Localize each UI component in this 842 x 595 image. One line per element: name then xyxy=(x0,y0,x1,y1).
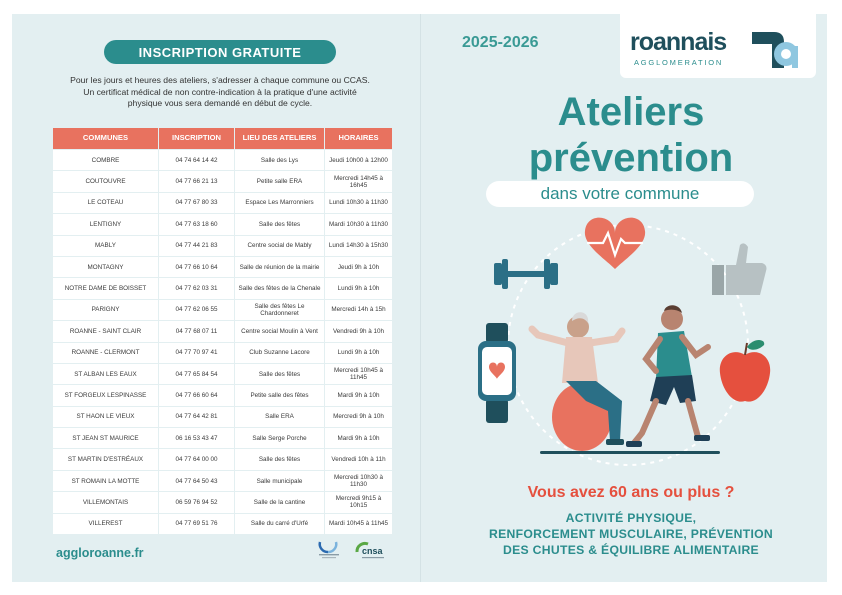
schedule-cell: Lundi 10h30 à 11h30 xyxy=(325,192,393,213)
commune-cell: ST HAON LE VIEUX xyxy=(53,406,159,427)
phone-cell: 04 77 62 06 55 xyxy=(159,299,235,320)
commune-cell: VILLEREST xyxy=(53,513,159,534)
dumbbell-icon xyxy=(494,259,558,289)
apple-icon xyxy=(720,340,770,402)
registration-pill: INSCRIPTION GRATUITE xyxy=(104,40,336,64)
schedule-cell: Mercredi 14h45 à 16h45 xyxy=(325,171,393,192)
phone-cell: 04 77 65 84 54 xyxy=(159,363,235,384)
schedule-cell: Mercredi 10h45 à 11h45 xyxy=(325,363,393,384)
venue-cell: Salle des Lys xyxy=(235,150,325,171)
table-row xyxy=(53,470,393,491)
schedule-cell: Lundi 9h à 10h xyxy=(325,342,393,363)
table-row xyxy=(53,449,393,470)
schedule-cell: Lundi 9h à 10h xyxy=(325,278,393,299)
phone-cell: 04 77 44 21 83 xyxy=(159,235,235,256)
commune-cell: ST JEAN ST MAURICE xyxy=(53,428,159,449)
table-row xyxy=(53,192,393,213)
venue-cell: Salle de la cantine xyxy=(235,492,325,513)
venue-cell: Salle des fêtes de la Chenale xyxy=(235,278,325,299)
schedule-cell: Jeudi 10h00 à 12h00 xyxy=(325,150,393,171)
table-header-cell: LIEU DES ATELIERS xyxy=(235,128,325,150)
table-row xyxy=(53,235,393,256)
phone-cell: 04 77 70 97 41 xyxy=(159,342,235,363)
table-row xyxy=(53,492,393,513)
brand-name: roannais xyxy=(630,28,727,56)
table-row xyxy=(53,342,393,363)
table-row xyxy=(53,406,393,427)
schedule-cell: Mardi 10h45 à 11h45 xyxy=(325,513,393,534)
commune-cell: LENTIGNY xyxy=(53,214,159,235)
season-year: 2025-2026 xyxy=(462,34,539,51)
commune-cell: ROANNE - CLERMONT xyxy=(53,342,159,363)
venue-cell: Centre social Moulin à Vent xyxy=(235,321,325,342)
table-row xyxy=(53,278,393,299)
venue-cell: Petite salle ERA xyxy=(235,171,325,192)
title-line-2: prévention xyxy=(528,136,734,180)
cnsa-logo xyxy=(354,540,388,562)
schedule-table xyxy=(52,127,393,535)
thumbs-up-icon xyxy=(712,243,767,295)
table-header-cell: COMMUNES xyxy=(53,128,159,150)
venue-cell: Salle municipale xyxy=(235,470,325,491)
venue-cell: Espace Les Marronniers xyxy=(235,192,325,213)
table-body xyxy=(53,150,393,535)
venue-cell: Petite salle des fêtes xyxy=(235,385,325,406)
phone-cell: 04 77 64 42 81 xyxy=(159,406,235,427)
commune-cell: ST FORGEUX LESPINASSE xyxy=(53,385,159,406)
schedule-cell: Mercredi 10h30 à 11h30 xyxy=(325,470,393,491)
table-header-cell: HORAIRES xyxy=(325,128,393,150)
schedule-cell: Mercredi 9h15 à 10h15 xyxy=(325,492,393,513)
senior-man-figure xyxy=(626,305,710,447)
schedule-cell: Mercredi 9h à 10h xyxy=(325,406,393,427)
ground-line xyxy=(540,451,720,454)
venue-cell: Salle du carré d'Urfé xyxy=(235,513,325,534)
intro-line: physique vous sera demandé en début de cycle. xyxy=(127,98,313,108)
phone-cell: 04 77 66 10 64 xyxy=(159,256,235,277)
venue-cell: Club Suzanne Lacore xyxy=(235,342,325,363)
cnsa-text: cnsa xyxy=(362,546,383,556)
commune-cell: MONTAGNY xyxy=(53,256,159,277)
table-row xyxy=(53,363,393,384)
schedule-cell: Vendredi 9h à 10h xyxy=(325,321,393,342)
subtitle-pill: dans votre commune xyxy=(486,181,754,207)
commune-cell: LE COTEAU xyxy=(53,192,159,213)
schedule-cell: Mardi 9h à 10h xyxy=(325,428,393,449)
phone-cell: 06 16 53 43 47 xyxy=(159,428,235,449)
schedule-cell: Vendredi 10h à 11h xyxy=(325,449,393,470)
venue-cell: Salle des fêtes xyxy=(235,449,325,470)
commune-cell: VILLEMONTAIS xyxy=(53,492,159,513)
activities-line: ACTIVITÉ PHYSIQUE, xyxy=(565,511,697,525)
schedule-cell: Mercredi 14h à 15h xyxy=(325,299,393,320)
commune-cell: PARIGNY xyxy=(53,299,159,320)
schedule-cell: Mardi 10h30 à 11h30 xyxy=(325,214,393,235)
phone-cell: 04 77 66 60 64 xyxy=(159,385,235,406)
table-header-cell: INSCRIPTION xyxy=(159,128,235,150)
brand-subtitle: AGGLOMERATION xyxy=(634,58,724,67)
phone-cell: 04 77 63 18 60 xyxy=(159,214,235,235)
commune-cell: COMBRE xyxy=(53,150,159,171)
venue-cell: Salle des fêtes Le Chardonneret xyxy=(235,299,325,320)
intro-line: Pour les jours et heures des ateliers, s'adresser à chaque commune ou CCAS. xyxy=(70,75,370,85)
commune-cell: ROANNE - SAINT CLAIR xyxy=(53,321,159,342)
activities-line: RENFORCEMENT MUSCULAIRE, PRÉVENTION xyxy=(488,527,774,541)
venue-cell: Salle ERA xyxy=(235,406,325,427)
intro-line: Un certificat médical de non contre-indication à la pratique d'une activité xyxy=(83,86,357,97)
schedule-cell: Lundi 14h30 à 15h30 xyxy=(325,235,393,256)
schedule-cell: Jeudi 9h à 10h xyxy=(325,256,393,277)
phone-cell: 04 77 68 07 11 xyxy=(159,321,235,342)
senior-woman-figure xyxy=(532,312,624,451)
table-row xyxy=(53,385,393,406)
activities-line: DES CHUTES & ÉQUILIBRE ALIMENTAIRE xyxy=(503,543,759,557)
partner-logo xyxy=(316,538,342,560)
title-line-1: Ateliers xyxy=(557,90,705,134)
table-row xyxy=(53,321,393,342)
brand-mark-icon xyxy=(752,28,800,68)
phone-cell: 04 77 67 80 33 xyxy=(159,192,235,213)
age-question: Vous avez 60 ans ou plus ? xyxy=(527,484,735,501)
venue-cell: Salle des fêtes xyxy=(235,214,325,235)
commune-cell: COUTOUVRE xyxy=(53,171,159,192)
venue-cell: Salle de réunion de la mairie xyxy=(235,256,325,277)
website-link[interactable]: aggloroanne.fr xyxy=(56,546,144,560)
table-row xyxy=(53,299,393,320)
table-row xyxy=(53,214,393,235)
venue-cell: Salle des fêtes xyxy=(235,363,325,384)
commune-cell: ST ROMAIN LA MOTTE xyxy=(53,470,159,491)
phone-cell: 04 77 66 21 13 xyxy=(159,171,235,192)
commune-cell: NOTRE DAME DE BOISSET xyxy=(53,278,159,299)
phone-cell: 04 77 64 00 00 xyxy=(159,449,235,470)
schedule-cell: Mardi 9h à 10h xyxy=(325,385,393,406)
phone-cell: 04 77 64 50 43 xyxy=(159,470,235,491)
table-row xyxy=(53,428,393,449)
phone-cell: 04 77 62 03 31 xyxy=(159,278,235,299)
table-row xyxy=(53,256,393,277)
commune-cell: MABLY xyxy=(53,235,159,256)
commune-cell: ST ALBAN LES EAUX xyxy=(53,363,159,384)
illustration xyxy=(470,205,790,473)
phone-cell: 06 59 76 94 52 xyxy=(159,492,235,513)
commune-cell: ST MARTIN D'ESTRÉAUX xyxy=(53,449,159,470)
venue-cell: Salle Serge Porche xyxy=(235,428,325,449)
table-row xyxy=(53,513,393,534)
venue-cell: Centre social de Mably xyxy=(235,235,325,256)
smartwatch-icon xyxy=(478,323,516,423)
phone-cell: 04 74 64 14 42 xyxy=(159,150,235,171)
phone-cell: 04 77 69 51 76 xyxy=(159,513,235,534)
